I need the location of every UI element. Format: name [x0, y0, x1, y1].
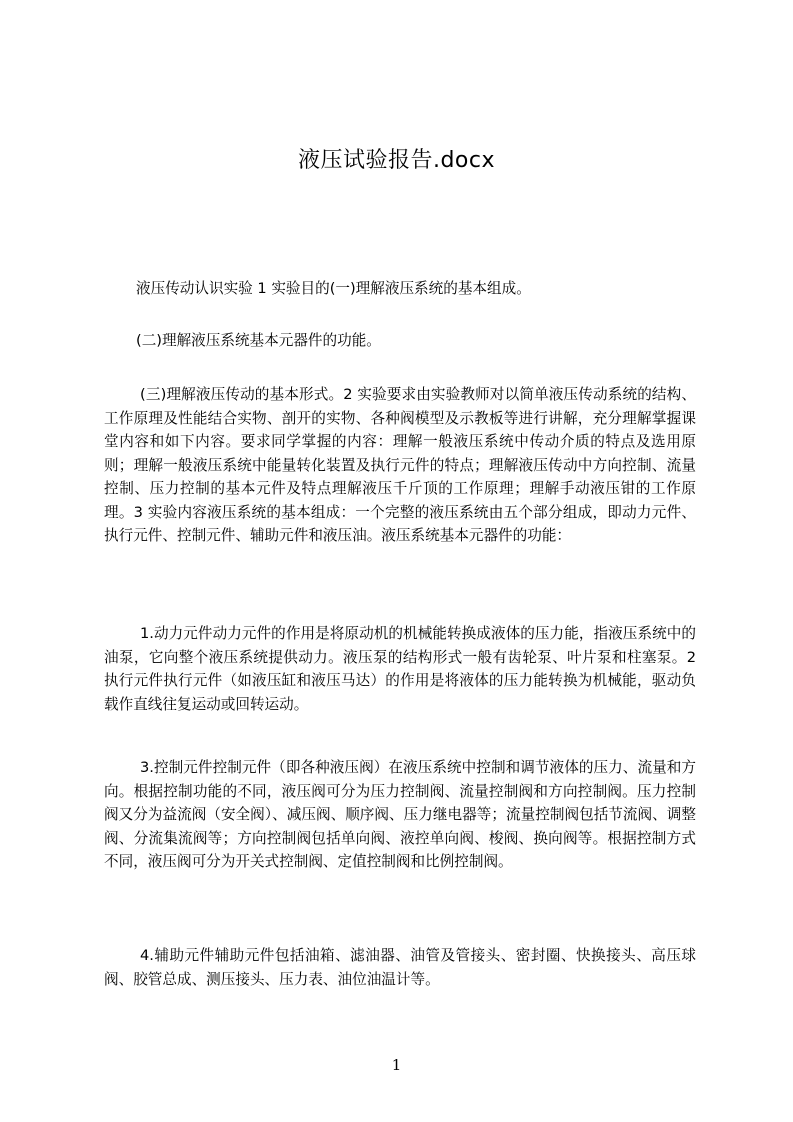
paragraph-5: 3.控制元件控制元件（即各种液压阀）在液压系统中控制和调节液体的压力、流量和方向。根据控制功能的不同，液压阀可分为压力控制阀、流量控制阀和方向控制阀。压力控制阀又分为益流阀（安全阀）、减压阀、顺序阀、压力继电器等；流量控制阀包括节流阀、调整阀、分流集流阀等；方向控制阀包括单向阀、液控单向阀、梭阀、换向阀等。根据控制方式不同，液压阀可分为开关式控制阀、定值控制阀和比例控制阀。 [104, 759, 696, 870]
paragraph-6: 4.辅助元件辅助元件包括油箱、滤油器、油管及管接头、密封圈、快换接头、高压球阀、胶管总成、测压接头、压力表、油位油温计等。 [104, 947, 696, 988]
paragraph-1: 液压传动认识实验 1 实验目的(一)理解液压系统的基本组成。 [136, 280, 531, 297]
page-number: 1 [391, 1056, 402, 1074]
paragraph-4: 1.动力元件动力元件的作用是将原动机的机械能转换成液体的压力能，指液压系统中的油泵，它向整个液压系统提供动力。液压泵的结构形式一般有齿轮泵、叶片泵和柱塞泵。2 执行元件执行元件（如液压缸和液压马达）的作用是将液体的压力能转换为机械能，驱动负载作直线往复运动或回转运动。 [104, 625, 696, 713]
paragraph-3: (三)理解液压传动的基本形式。2 实验要求由实验教师对以简单液压传动系统的结构、工作原理及性能结合实物、剖开的实物、各种阀模型及示教板等进行讲解，充分理解掌握课堂内容和如下内容。要求同学掌握的内容：理解一般液压系统中传动介质的特点及选用原则；理解一般液压系统中能量转化装置及执行元件的特点；理解液压传动中方向控制、流量控制、压力控制的基本元件及特点理解液压千斤顶的工作原理；理解手动液压钳的工作原理。3 实验内容液压系统的基本组成：一个完整的液压系统由五个部分组成，即动力元件、执行元件、控制元件、辅助元件和液压油。液压系统基本元器件的功能： [104, 386, 696, 544]
document-title: 液压试验报告.docx [297, 148, 496, 173]
paragraph-2: (二)理解液压系统基本元器件的功能。 [136, 332, 381, 349]
